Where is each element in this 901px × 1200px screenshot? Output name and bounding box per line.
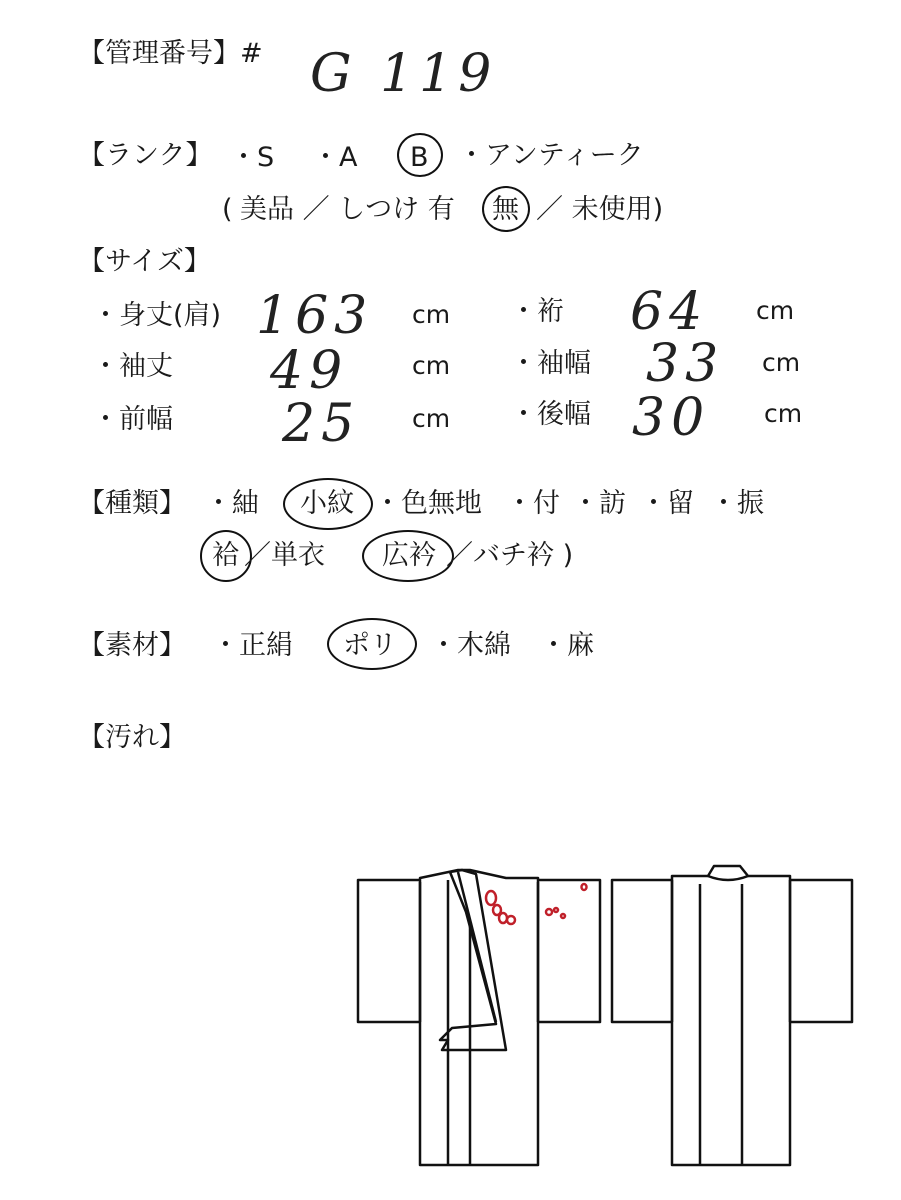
size-unit: cm: [412, 351, 451, 380]
kind-option-hiroeri: 広衿: [382, 540, 436, 571]
size-label-ushirohaba: ・後幅: [510, 399, 591, 430]
kind-option-furi: ・振: [710, 488, 764, 519]
stain-marks: [486, 884, 587, 924]
kind-label: 【種類】: [78, 488, 186, 519]
size-value-yuki: 64: [630, 282, 709, 342]
material-option-cotton: ・木綿: [430, 630, 511, 661]
stain-label: 【汚れ】: [78, 722, 186, 753]
kind-option-tsuke: ・付: [506, 488, 560, 519]
rank-detail-a: 美品 ／ しつけ 有: [240, 194, 455, 225]
rank-detail-circled: 無: [492, 194, 519, 225]
kind-option-iromuji: ・色無地: [374, 488, 482, 519]
material-option-linen: ・麻: [540, 630, 594, 661]
rank-option-s: ・S: [230, 142, 275, 173]
kimono-back-diagram: [612, 866, 852, 1165]
size-unit: cm: [412, 404, 451, 433]
kind-option-tome: ・留: [640, 488, 694, 519]
material-option-silk: ・正絹: [212, 630, 293, 661]
kind-option-komon: 小紋: [300, 488, 354, 519]
kind-option-houmon: ・訪: [572, 488, 626, 519]
size-label: 【サイズ】: [78, 246, 211, 277]
rank-option-b: B: [410, 142, 429, 173]
rank-label: 【ランク】: [78, 140, 213, 171]
control-number-label: 【管理番号】#: [78, 38, 263, 69]
size-value-ushirohaba: 30: [632, 388, 711, 448]
size-label-sodetake: ・袖丈: [92, 351, 173, 382]
rank-detail-b: ／ 未使用): [536, 194, 664, 225]
size-unit: cm: [764, 399, 803, 428]
material-label: 【素材】: [78, 630, 186, 661]
size-unit: cm: [762, 348, 801, 377]
rank-option-antique: ・アンティーク: [458, 140, 644, 171]
size-label-yuki: ・裄: [510, 296, 564, 327]
rank-option-a: ・A: [312, 142, 358, 173]
size-unit: cm: [412, 300, 451, 329]
size-value-mitake: 163: [256, 286, 374, 346]
size-value-sodetake: 49: [270, 341, 349, 401]
size-label-sodehaba: ・袖幅: [510, 348, 591, 379]
material-option-poly: ポリ: [343, 630, 397, 661]
rank-detail-open: (: [222, 194, 233, 225]
control-number-value: G 119: [310, 44, 498, 104]
size-label-mitake: ・身丈(肩): [92, 300, 222, 331]
size-label-maehaba: ・前幅: [92, 404, 173, 435]
size-value-sodehaba: 33: [646, 334, 725, 394]
kind-option-hitoe: ／単衣: [244, 540, 325, 571]
kind-option-awase: 袷: [212, 540, 239, 571]
kind-option-tsumugi: ・紬: [205, 488, 259, 519]
size-unit: cm: [756, 296, 795, 325]
kind-option-bachieri: ／バチ衿 ): [446, 540, 574, 571]
size-value-maehaba: 25: [282, 394, 361, 454]
